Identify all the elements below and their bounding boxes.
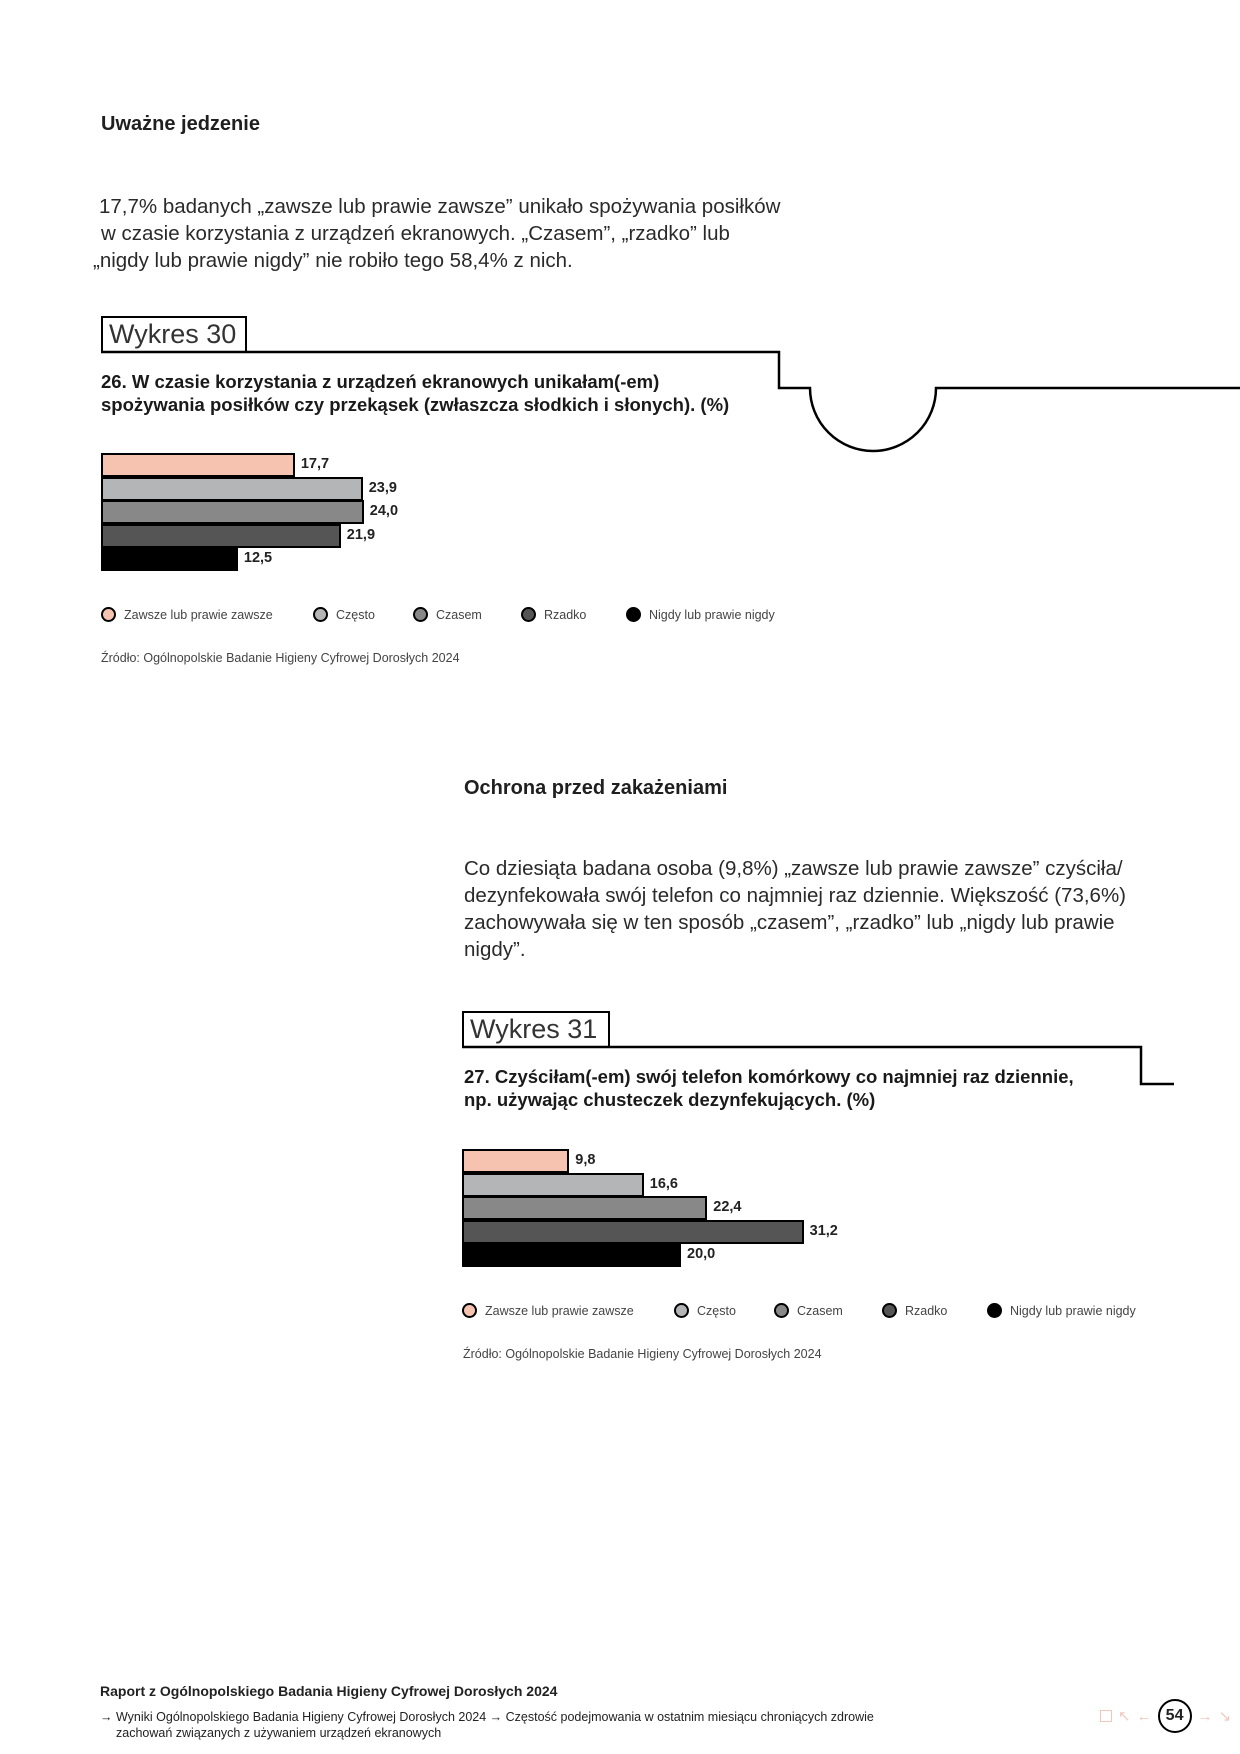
section-title-mindful-eating: Uważne jedzenie <box>101 113 260 135</box>
question-line: 26. W czasie korzystania z urządzeń ekranowych unikałam(-em) <box>101 371 660 392</box>
chart2-bars <box>462 1149 962 1271</box>
bar-value-label: 17,7 <box>300 456 330 472</box>
section-title-infection-protection: Ochrona przed zakażeniami <box>464 777 728 799</box>
legend-label: Zawsze lub prawie zawsze <box>124 607 273 622</box>
legend-item <box>774 1303 843 1318</box>
bar-rzadko <box>101 524 341 548</box>
arrow-left-icon[interactable]: ← <box>1136 1707 1152 1725</box>
legend-item <box>626 607 775 622</box>
lead-line: w czasie korzystania z urządzeń ekranowych. „Czasem”, „rzadko” lub <box>101 222 730 245</box>
chart2-legend <box>462 1303 1162 1323</box>
chart2-question <box>464 1065 1074 1111</box>
bar-czasem <box>462 1196 707 1220</box>
legend-swatch-icon <box>462 1303 477 1318</box>
lead-line: „nigdy lub prawie nigdy” nie robiło tego 58,4% z nich. <box>93 249 573 272</box>
footer-report-title: Raport z Ogólnopolskiego Badania Higieny Cyfrowej Dorosłych 2024 <box>100 1683 558 1699</box>
legend-label: Czasem <box>436 607 482 622</box>
bar-value-label: 12,5 <box>243 550 273 566</box>
lead-line: 17,7% badanych „zawsze lub prawie zawsze” unikało spożywania posiłków <box>99 195 781 218</box>
legend-item <box>987 1303 1136 1318</box>
arrow-up-left-icon[interactable]: ↖ <box>1118 1708 1131 1725</box>
chart1-source: Źródło: Ogólnopolskie Badanie Higieny Cyfrowej Dorosłych 2024 <box>101 651 460 665</box>
legend-swatch-icon <box>521 607 536 622</box>
bar-często <box>101 477 363 501</box>
chart2-label-box: Wykres 31 <box>462 1011 610 1048</box>
page-navigation <box>1100 1699 1231 1733</box>
lead-line: zachowywała się w ten sposób „czasem”, „rzadko” lub „nigdy lub prawie <box>464 911 1115 934</box>
bar-nigdy-lub-prawie-nigdy <box>462 1243 681 1267</box>
legend-label: Nigdy lub prawie nigdy <box>1010 1303 1136 1318</box>
legend-label: Rzadko <box>905 1303 948 1318</box>
legend-item <box>521 607 586 622</box>
page-number: 54 <box>1158 1699 1192 1733</box>
legend-swatch-icon <box>674 1303 689 1318</box>
chart1-label-box: Wykres 30 <box>101 316 247 353</box>
bar-często <box>462 1173 644 1197</box>
question-line: np. używając chusteczek dezynfekujących. (%) <box>464 1089 876 1110</box>
bar-value-label: 22,4 <box>713 1199 742 1215</box>
legend-label: Czasem <box>797 1303 843 1318</box>
legend-item <box>101 607 273 622</box>
legend-item <box>413 607 482 622</box>
question-line: spożywania posiłków czy przekąsek (zwłaszcza słodkich i słonych). (%) <box>101 394 730 415</box>
bar-nigdy-lub-prawie-nigdy <box>101 547 238 571</box>
legend-label: Nigdy lub prawie nigdy <box>649 607 775 622</box>
question-line: 27. Czyściłam(-em) swój telefon komórkowy co najmniej raz dziennie, <box>464 1066 1074 1087</box>
bar-value-label: 23,9 <box>368 479 397 496</box>
legend-item <box>674 1303 736 1318</box>
bar-value-label: 20,0 <box>687 1246 716 1262</box>
bar-zawsze-lub-prawie-zawsze <box>101 453 295 477</box>
footer-breadcrumb[interactable] <box>100 1709 874 1741</box>
arrow-right-icon[interactable]: → <box>1197 1707 1213 1725</box>
bar-value-label: 16,6 <box>649 1175 678 1192</box>
legend-label: Często <box>336 607 375 622</box>
legend-label: Często <box>697 1303 736 1318</box>
chart1-legend <box>101 607 801 627</box>
section2-lead <box>464 855 1126 963</box>
lead-line: nigdy”. <box>464 938 526 961</box>
square-icon[interactable] <box>1100 1710 1112 1722</box>
chart1-bars <box>101 453 601 575</box>
legend-item <box>462 1303 634 1318</box>
legend-swatch-icon <box>413 607 428 622</box>
breadcrumb-line[interactable]: zachowań związanych z używaniem urządzeń ekranowych <box>116 1726 442 1740</box>
legend-swatch-icon <box>626 607 641 622</box>
chart1-question <box>101 370 729 416</box>
legend-swatch-icon <box>882 1303 897 1318</box>
legend-swatch-icon <box>101 607 116 622</box>
legend-swatch-icon <box>774 1303 789 1318</box>
arrow-down-right-icon[interactable]: ↘ <box>1218 1708 1232 1725</box>
legend-label: Zawsze lub prawie zawsze <box>485 1303 634 1318</box>
legend-item <box>313 607 375 622</box>
bar-value-label: 24,0 <box>369 503 399 519</box>
bar-value-label: 9,8 <box>575 1152 596 1168</box>
lead-line: dezynfekowała swój telefon co najmniej raz dziennie. Większość (73,6%) <box>464 884 1127 907</box>
legend-label: Rzadko <box>544 607 587 622</box>
bar-value-label: 21,9 <box>346 526 376 543</box>
lead-line: Co dziesiąta badana osoba (9,8%) „zawsze lub prawie zawsze” czyściła/ <box>464 857 1123 880</box>
bar-zawsze-lub-prawie-zawsze <box>462 1149 569 1173</box>
chart2-source: Źródło: Ogólnopolskie Badanie Higieny Cyfrowej Dorosłych 2024 <box>463 1347 822 1361</box>
legend-swatch-icon <box>987 1303 1002 1318</box>
legend-item <box>882 1303 947 1318</box>
legend-swatch-icon <box>313 607 328 622</box>
bar-czasem <box>101 500 364 524</box>
breadcrumb-line[interactable]: → Wyniki Ogólnopolskiego Badania Higieny Cyfrowej Dorosłych 2024 → Częstość podejmowania w ostatnim miesiącu chroniących zdrowie <box>100 1710 874 1724</box>
bar-value-label: 31,2 <box>809 1222 838 1239</box>
bar-rzadko <box>462 1220 804 1244</box>
